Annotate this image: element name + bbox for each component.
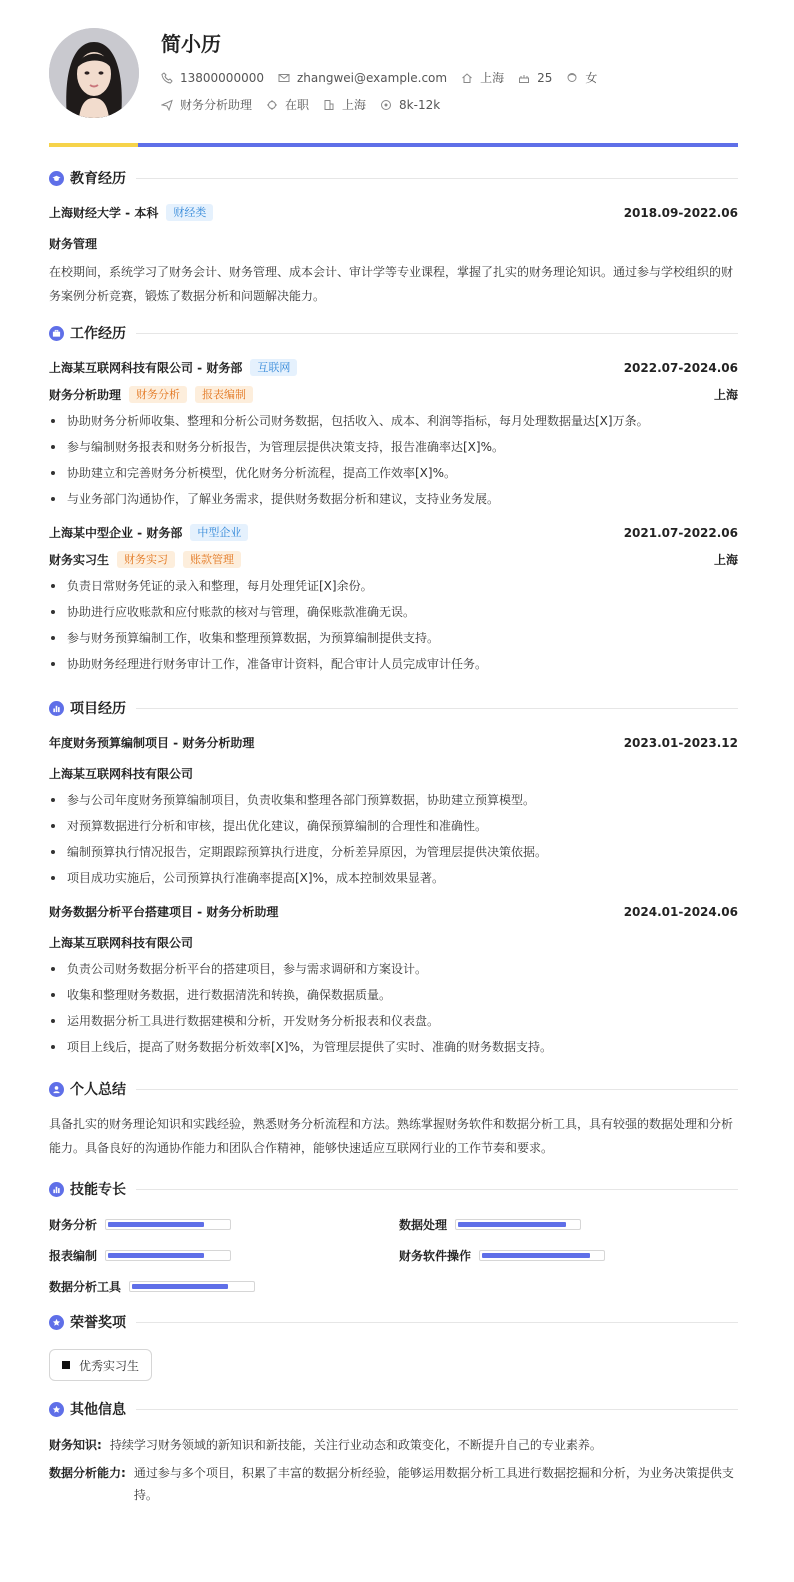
award-icon xyxy=(49,1315,64,1330)
other-label: 数据分析能力: xyxy=(49,1466,126,1480)
divider-yellow xyxy=(49,143,138,147)
work-location: 上海 xyxy=(713,388,738,402)
section-title: 工作经历 xyxy=(70,326,126,342)
award-name: 优秀实习生 xyxy=(79,1358,140,1373)
list-item: 与业务部门沟通协作，了解业务需求，提供财务数据分析和建议，支持业务发展。 xyxy=(49,486,738,512)
square-bullet-icon xyxy=(62,1361,70,1369)
other-label: 财务知识: xyxy=(49,1438,102,1452)
city-text: 上海 xyxy=(342,98,367,112)
skill-bar-fill xyxy=(132,1284,228,1289)
entry-header xyxy=(49,524,738,541)
school-name: 上海财经大学 - 本科 xyxy=(49,206,159,220)
entry-date: 2024.01-2024.06 xyxy=(623,904,738,919)
skill-name: 数据处理 xyxy=(399,1218,448,1232)
section-divider xyxy=(136,1409,738,1410)
section-divider xyxy=(136,1089,738,1090)
skill-bar-fill xyxy=(108,1222,204,1227)
location-item xyxy=(461,69,504,86)
list-item: 参与财务预算编制工作，收集和整理预算数据，为预算编制提供支持。 xyxy=(49,625,738,651)
bar-chart-icon xyxy=(49,701,64,716)
honors-section xyxy=(49,1311,738,1381)
education-header xyxy=(49,167,738,189)
work-location: 上海 xyxy=(713,553,738,567)
skill-bar-fill xyxy=(482,1253,590,1258)
building-icon xyxy=(323,99,335,111)
salary-text: 8k-12k xyxy=(399,97,441,112)
summary-header xyxy=(49,1078,738,1100)
entry-header xyxy=(49,903,738,920)
gender-text: 女 xyxy=(585,71,598,85)
graduation-cap-icon xyxy=(49,171,64,186)
skill-name: 财务分析 xyxy=(49,1218,98,1232)
skill-bar xyxy=(105,1219,231,1230)
role-group xyxy=(49,551,241,568)
entry-header xyxy=(49,359,738,376)
entry-title-group xyxy=(49,524,248,541)
list-item: 运用数据分析工具进行数据建模和分析，开发财务分析报表和仪表盘。 xyxy=(49,1008,738,1034)
role-name: 财务分析助理 xyxy=(49,388,122,402)
industry-tag: 互联网 xyxy=(250,359,297,376)
skills-grid xyxy=(49,1216,738,1295)
section-title: 教育经历 xyxy=(70,171,126,187)
summary-text: 具备扎实的财务理论知识和实践经验，熟悉财务分析流程和方法。熟练掌握财务软件和数据分析工具，具有较强的数据处理和分析能力。具备良好的沟通协作能力和团队合作精神，能够快速适应互联网行业的工作节奏和要求。 xyxy=(49,1117,734,1155)
skill-bar xyxy=(105,1250,231,1261)
age-text: 25 xyxy=(537,70,553,85)
list-item: 协助财务经理进行财务审计工作，准备审计资料，配合审计人员完成审计任务。 xyxy=(49,651,738,677)
major: 财务管理 xyxy=(49,237,98,251)
skill-tag: 报表编制 xyxy=(195,386,253,403)
home-icon xyxy=(461,72,473,84)
location-text: 上海 xyxy=(480,71,505,85)
candidate-name: 简小历 xyxy=(161,32,221,56)
avatar xyxy=(49,28,139,118)
city-item xyxy=(323,96,366,113)
work-bullets xyxy=(49,573,738,677)
briefcase-icon xyxy=(49,326,64,341)
skill-bar-fill xyxy=(458,1222,566,1227)
money-icon xyxy=(380,99,392,111)
section-divider xyxy=(136,1322,738,1323)
role-row xyxy=(49,386,738,403)
education-desc: 在校期间，系统学习了财务会计、财务管理、成本会计、审计学等专业课程，掌握了扎实的财务理论知识。通过参与学校组织的财务案例分析竞赛，锻炼了数据分析和问题解决能力。 xyxy=(49,265,734,303)
skill-bar xyxy=(455,1219,581,1230)
entry-date: 2022.07-2024.06 xyxy=(623,360,738,375)
status-item xyxy=(266,96,309,113)
industry-tag: 中型企业 xyxy=(190,524,248,541)
work-entry xyxy=(49,359,738,512)
entry-date: 2021.07-2022.06 xyxy=(623,525,738,540)
entry-header xyxy=(49,734,738,751)
list-item: 负责公司财务数据分析平台的搭建项目，参与需求调研和方案设计。 xyxy=(49,956,738,982)
list-item: 编制预算执行情况报告，定期跟踪预算执行进度，分析差异原因，为管理层提供决策依据。 xyxy=(49,839,738,865)
project-entry xyxy=(49,734,738,891)
work-section xyxy=(49,322,738,677)
list-item: 协助建立和完善财务分析模型，优化财务分析流程，提高工作效率[X]%。 xyxy=(49,460,738,486)
skill-name: 数据分析工具 xyxy=(49,1280,122,1294)
header-divider xyxy=(49,143,738,147)
list-item: 参与公司年度财务预算编制项目，负责收集和整理各部门预算数据，协助建立预算模型。 xyxy=(49,787,738,813)
other-item xyxy=(49,1434,738,1456)
company-name: 上海某互联网科技有限公司 - 财务部 xyxy=(49,361,243,375)
job-target-item xyxy=(161,96,252,113)
gender-item xyxy=(566,69,597,86)
phone-text: 13800000000 xyxy=(180,70,264,85)
skill-tag: 财务实习 xyxy=(117,551,175,568)
summary-section xyxy=(49,1078,738,1160)
honors-header xyxy=(49,1311,738,1333)
list-item: 负责日常财务凭证的录入和整理，每月处理凭证[X]余份。 xyxy=(49,573,738,599)
entry-date: 2023.01-2023.12 xyxy=(623,735,738,750)
entry-title-group xyxy=(49,204,213,221)
project-name: 财务数据分析平台搭建项目 - 财务分析助理 xyxy=(49,905,279,919)
work-header xyxy=(49,322,738,344)
person-icon xyxy=(566,72,578,84)
skill-bar-fill xyxy=(108,1253,204,1258)
other-item xyxy=(49,1462,738,1506)
email-item xyxy=(278,71,447,85)
category-tag: 财经类 xyxy=(166,204,213,221)
list-item: 收集和整理财务数据，进行数据清洗和转换，确保数据质量。 xyxy=(49,982,738,1008)
project-bullets xyxy=(49,956,738,1060)
projects-header xyxy=(49,697,738,719)
skill-item xyxy=(49,1247,399,1264)
work-entry xyxy=(49,524,738,677)
projects-section xyxy=(49,697,738,1060)
bar-chart-icon xyxy=(49,1182,64,1197)
work-bullets xyxy=(49,408,738,512)
education-entry xyxy=(49,204,738,308)
skills-section xyxy=(49,1178,738,1295)
age-item xyxy=(518,71,552,85)
project-entry xyxy=(49,903,738,1060)
section-divider xyxy=(136,178,738,179)
project-company: 上海某互联网科技有限公司 xyxy=(49,767,194,781)
user-icon xyxy=(49,1082,64,1097)
skill-name: 报表编制 xyxy=(49,1249,98,1263)
section-title: 个人总结 xyxy=(70,1082,126,1098)
skill-tag: 账款管理 xyxy=(183,551,241,568)
section-title: 其他信息 xyxy=(70,1402,126,1418)
list-item: 项目上线后，提高了财务数据分析效率[X]%，为管理层提供了实时、准确的财务数据支持。 xyxy=(49,1034,738,1060)
other-section xyxy=(49,1398,738,1506)
award-badge xyxy=(49,1349,152,1381)
entry-title-group xyxy=(49,359,297,376)
section-divider xyxy=(136,333,738,334)
skill-item xyxy=(49,1278,399,1295)
skill-bar xyxy=(129,1281,255,1292)
skill-name: 财务软件操作 xyxy=(399,1249,472,1263)
section-title: 项目经历 xyxy=(70,701,126,717)
education-section xyxy=(49,167,738,308)
role-name: 财务实习生 xyxy=(49,553,110,567)
skill-item xyxy=(49,1216,399,1233)
status-icon xyxy=(266,99,278,111)
phone-item xyxy=(161,71,264,85)
section-title: 荣誉奖项 xyxy=(70,1315,126,1331)
company-name: 上海某中型企业 - 财务部 xyxy=(49,526,183,540)
list-item: 协助财务分析师收集、整理和分析公司财务数据，包括收入、成本、利润等指标，每月处理数据量达[X]万条。 xyxy=(49,408,738,434)
skill-tag: 财务分析 xyxy=(129,386,187,403)
other-text: 持续学习财务领域的新知识和新技能，关注行业动态和政策变化，不断提升自己的专业素养。 xyxy=(109,1438,602,1452)
status-text: 在职 xyxy=(285,98,310,112)
skill-bar xyxy=(479,1250,605,1261)
divider-blue xyxy=(138,143,738,147)
role-row xyxy=(49,551,738,568)
list-item: 参与编制财务报表和财务分析报告，为管理层提供决策支持，报告准确率达[X]%。 xyxy=(49,434,738,460)
info-icon xyxy=(49,1402,64,1417)
phone-icon xyxy=(161,72,173,84)
other-text: 通过参与多个项目，积累了丰富的数据分析经验，能够运用数据分析工具进行数据挖掘和分析，为业务决策提供支持。 xyxy=(133,1466,734,1502)
skills-header xyxy=(49,1178,738,1200)
project-bullets xyxy=(49,787,738,891)
project-company: 上海某互联网科技有限公司 xyxy=(49,936,194,950)
list-item: 协助进行应收账款和应付账款的核对与管理，确保账款准确无误。 xyxy=(49,599,738,625)
project-name: 年度财务预算编制项目 - 财务分析助理 xyxy=(49,736,255,750)
entry-date: 2018.09-2022.06 xyxy=(623,205,738,220)
cake-icon xyxy=(518,72,530,84)
email-text: zhangwei@example.com xyxy=(296,70,448,85)
list-item: 对预算数据进行分析和审核，提出优化建议，确保预算编制的合理性和准确性。 xyxy=(49,813,738,839)
skill-item xyxy=(399,1247,699,1264)
entry-header xyxy=(49,204,738,221)
section-divider xyxy=(136,1189,738,1190)
list-item: 项目成功实施后，公司预算执行准确率提高[X]%，成本控制效果显著。 xyxy=(49,865,738,891)
other-header xyxy=(49,1398,738,1420)
section-title: 技能专长 xyxy=(70,1182,126,1198)
send-icon xyxy=(161,99,173,111)
job-target-text: 财务分析助理 xyxy=(180,98,253,112)
contact-row xyxy=(161,69,611,86)
section-divider xyxy=(136,708,738,709)
salary-item xyxy=(380,98,440,112)
job-row xyxy=(161,96,454,113)
role-group xyxy=(49,386,253,403)
mail-icon xyxy=(278,72,290,84)
skill-item xyxy=(399,1216,699,1233)
resume-header xyxy=(49,0,738,146)
